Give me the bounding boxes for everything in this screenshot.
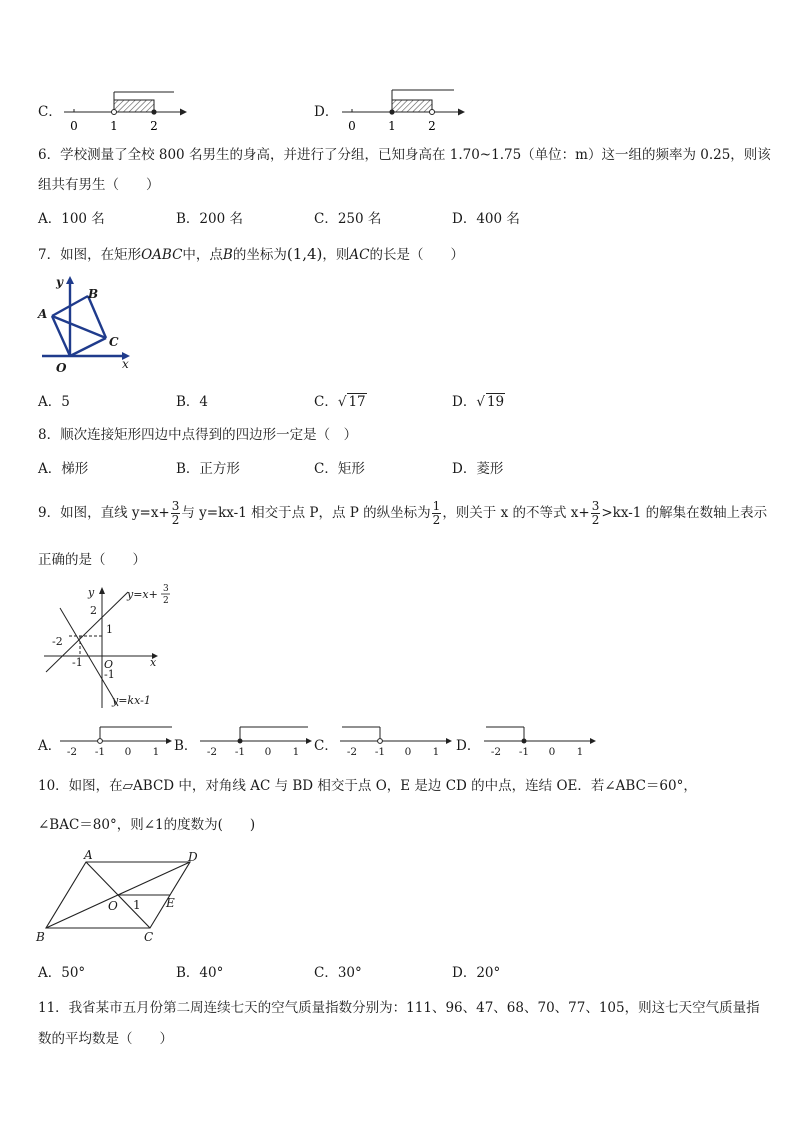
q7-option-d-label: D． xyxy=(452,394,477,410)
q9-fig-tick-neg2: -2 xyxy=(52,635,63,648)
q9-fig-line1-frac-den: 2 xyxy=(163,596,169,606)
q11-stem-line2: 数的平均数是（ ） xyxy=(38,1031,173,1047)
q7-option-d-radicand: 19 xyxy=(486,394,505,410)
q9-fig-tick-neg1: -1 xyxy=(72,656,83,669)
q9b-tick-0: 0 xyxy=(264,746,272,758)
q9d-tick-1: 1 xyxy=(576,746,584,758)
q9-frac3-num: 3 xyxy=(591,499,600,513)
q9-stem-b: 与 y=kx-1 相交于点 P，点 P 的纵坐标为 xyxy=(181,505,431,521)
q7-stem-pre: 7．如图，在矩形 xyxy=(38,247,142,263)
q9-fig-line2-label: y=kx-1 xyxy=(112,694,151,707)
q9-fig-line1-label: y=x+ xyxy=(127,588,158,601)
q10-fig-label-o: O xyxy=(108,899,118,913)
q9-graph-figure xyxy=(44,584,174,710)
q9-option-d-number-line xyxy=(484,722,602,758)
q5c-tick-0: 0 xyxy=(70,119,78,133)
q5d-tick-1: 1 xyxy=(388,119,396,133)
q7-stem-mid2: 的坐标为 xyxy=(232,247,287,263)
q7-fig-label-y: y xyxy=(56,275,63,289)
q10-option-b[interactable]: B．40° xyxy=(176,965,224,981)
q6-option-a[interactable]: A．100 名 xyxy=(38,211,105,227)
q8-option-a[interactable]: A．梯形 xyxy=(38,461,89,477)
q5-option-c-label[interactable]: C． xyxy=(38,104,62,120)
q7-option-c-radicand: 17 xyxy=(348,394,366,410)
radical-icon: √ xyxy=(337,394,347,410)
q5c-tick-2: 2 xyxy=(150,119,158,133)
q7-stem-mid3: ，则 xyxy=(322,247,350,263)
q7-option-c[interactable] xyxy=(314,390,367,410)
q9-option-d-label[interactable]: D． xyxy=(456,738,481,754)
q10-fig-label-b: B xyxy=(36,930,45,944)
q6-option-c[interactable]: C．250 名 xyxy=(314,211,382,227)
q9-stem-line1 xyxy=(38,498,767,528)
q9-frac1-den: 2 xyxy=(171,513,180,527)
q10-option-a[interactable]: A．50° xyxy=(38,965,86,981)
q9b-tick-neg2: -2 xyxy=(206,746,218,758)
q9-stem-a: 9．如图，直线 y=x+ xyxy=(38,505,170,521)
q9-stem-line2: 正确的是（ ） xyxy=(38,552,146,568)
radical-icon: √ xyxy=(476,394,485,410)
q7-stem-mid: 中，点 xyxy=(182,247,223,263)
q7-option-a[interactable]: A．5 xyxy=(38,394,70,410)
q9a-tick-0: 0 xyxy=(124,746,132,758)
q9-option-c-number-line xyxy=(340,722,458,758)
q5c-tick-1: 1 xyxy=(110,119,118,133)
q9-fig-label-x: x xyxy=(150,656,157,669)
q9c-tick-neg1: -1 xyxy=(374,746,386,758)
q9-frac1-num: 3 xyxy=(171,499,180,513)
q9-option-b-number-line xyxy=(200,722,318,758)
q7-stem-seg: AC xyxy=(349,247,370,263)
q5d-tick-2: 2 xyxy=(428,119,436,133)
q9-frac2 xyxy=(432,500,442,527)
q7-option-b[interactable]: B．4 xyxy=(176,394,209,410)
q8-option-b[interactable]: B．正方形 xyxy=(176,461,240,477)
q10-fig-label-c: C xyxy=(144,930,154,944)
q9b-tick-1: 1 xyxy=(292,746,300,758)
q10-fig-label-angle-1: 1 xyxy=(133,898,141,912)
q9-frac3-den: 2 xyxy=(591,513,600,527)
q7-option-d[interactable] xyxy=(452,390,505,410)
q5-option-c-number-line xyxy=(62,88,192,134)
q6-stem-line1: 6．学校测量了全校 800 名男生的身高，并进行了分组，已知身高在 1.70~1.75（单位：m）这一组的频率为 0.25，则该 xyxy=(38,147,771,163)
q9-fig-tick-y-neg1: -1 xyxy=(104,668,115,681)
q9c-tick-1: 1 xyxy=(432,746,440,758)
q9-option-c-label[interactable]: C． xyxy=(314,738,338,754)
q9b-tick-neg1: -1 xyxy=(234,746,246,758)
q9a-tick-neg1: -1 xyxy=(94,746,106,758)
q8-option-c[interactable]: C．矩形 xyxy=(314,461,365,477)
q10-fig-label-d: D xyxy=(188,850,198,864)
q9a-tick-neg2: -2 xyxy=(66,746,78,758)
q10-fig-label-e: E xyxy=(166,896,175,910)
q9-fig-label-y: y xyxy=(88,586,95,599)
q9-fig-tick-1: 1 xyxy=(106,623,113,636)
q9-fig-tick-2: 2 xyxy=(90,604,97,617)
q9d-tick-0: 0 xyxy=(548,746,556,758)
q7-stem-end: 的长是（ ） xyxy=(369,247,464,263)
q7-fig-label-c: C xyxy=(109,335,119,349)
q6-option-b[interactable]: B．200 名 xyxy=(176,211,243,227)
q5-option-d-label[interactable]: D． xyxy=(314,104,339,120)
q8-option-d[interactable]: D．菱形 xyxy=(452,461,504,477)
q7-fig-label-o: O xyxy=(56,361,67,375)
q9d-tick-neg2: -2 xyxy=(490,746,502,758)
q10-stem-line1: 10．如图，在▱ABCD 中，对角线 AC 与 BD 相交于点 O，E 是边 CD 的中点，连结 OE．若∠ABC＝60°， xyxy=(38,778,697,794)
q5-option-d-number-line xyxy=(340,88,470,134)
q7-fig-label-x: x xyxy=(122,357,129,371)
q9-frac2-den: 2 xyxy=(432,513,441,527)
q10-option-c[interactable]: C．30° xyxy=(314,965,362,981)
q10-fig-label-a: A xyxy=(84,848,93,862)
q7-stem xyxy=(38,244,464,265)
q6-stem-line2: 组共有男生（ ） xyxy=(38,177,160,193)
q10-stem-line2: ∠BAC＝80°，则∠1的度数为( ) xyxy=(38,817,256,833)
q7-fig-label-b: B xyxy=(88,287,99,301)
q11-stem-line1: 11．我省某市五月份第二周连续七天的空气质量指数分别为：111、96、47、68、70、77、105，则这七天空气质量指 xyxy=(38,1000,760,1016)
q9d-tick-neg1: -1 xyxy=(518,746,530,758)
q10-parallelogram-figure xyxy=(34,848,204,946)
q9-stem-d: >kx-1 的解集在数轴上表示 xyxy=(601,505,768,521)
q7-stem-point: B xyxy=(222,247,233,263)
q9c-tick-0: 0 xyxy=(404,746,412,758)
q9-option-a-number-line xyxy=(60,722,178,758)
q10-option-d[interactable]: D．20° xyxy=(452,965,501,981)
q5d-tick-0: 0 xyxy=(348,119,356,133)
q9-stem-c: ，则关于 x 的不等式 x+ xyxy=(442,505,590,521)
q9-frac1 xyxy=(171,500,181,527)
q7-stem-coord: (1,4) xyxy=(286,245,323,263)
q9-option-a-label[interactable]: A． xyxy=(38,738,62,754)
q9-option-b-label[interactable]: B． xyxy=(174,738,198,754)
q9-frac2-num: 1 xyxy=(432,499,441,513)
q7-fig-label-a: A xyxy=(38,307,48,321)
q7-stem-rect: OABC xyxy=(141,247,183,263)
q9c-tick-neg2: -2 xyxy=(346,746,358,758)
q8-stem: 8．顺次连接矩形四边中点得到的四边形一定是（ ） xyxy=(38,427,358,443)
q6-option-d[interactable]: D．400 名 xyxy=(452,211,520,227)
q7-rectangle-figure xyxy=(36,274,146,376)
q7-option-c-label: C． xyxy=(314,394,338,410)
q9-fig-line1-frac-num: 3 xyxy=(163,584,169,594)
q9-frac3 xyxy=(591,500,601,527)
q9a-tick-1: 1 xyxy=(152,746,160,758)
q9-fig-label-o: O xyxy=(104,658,114,671)
